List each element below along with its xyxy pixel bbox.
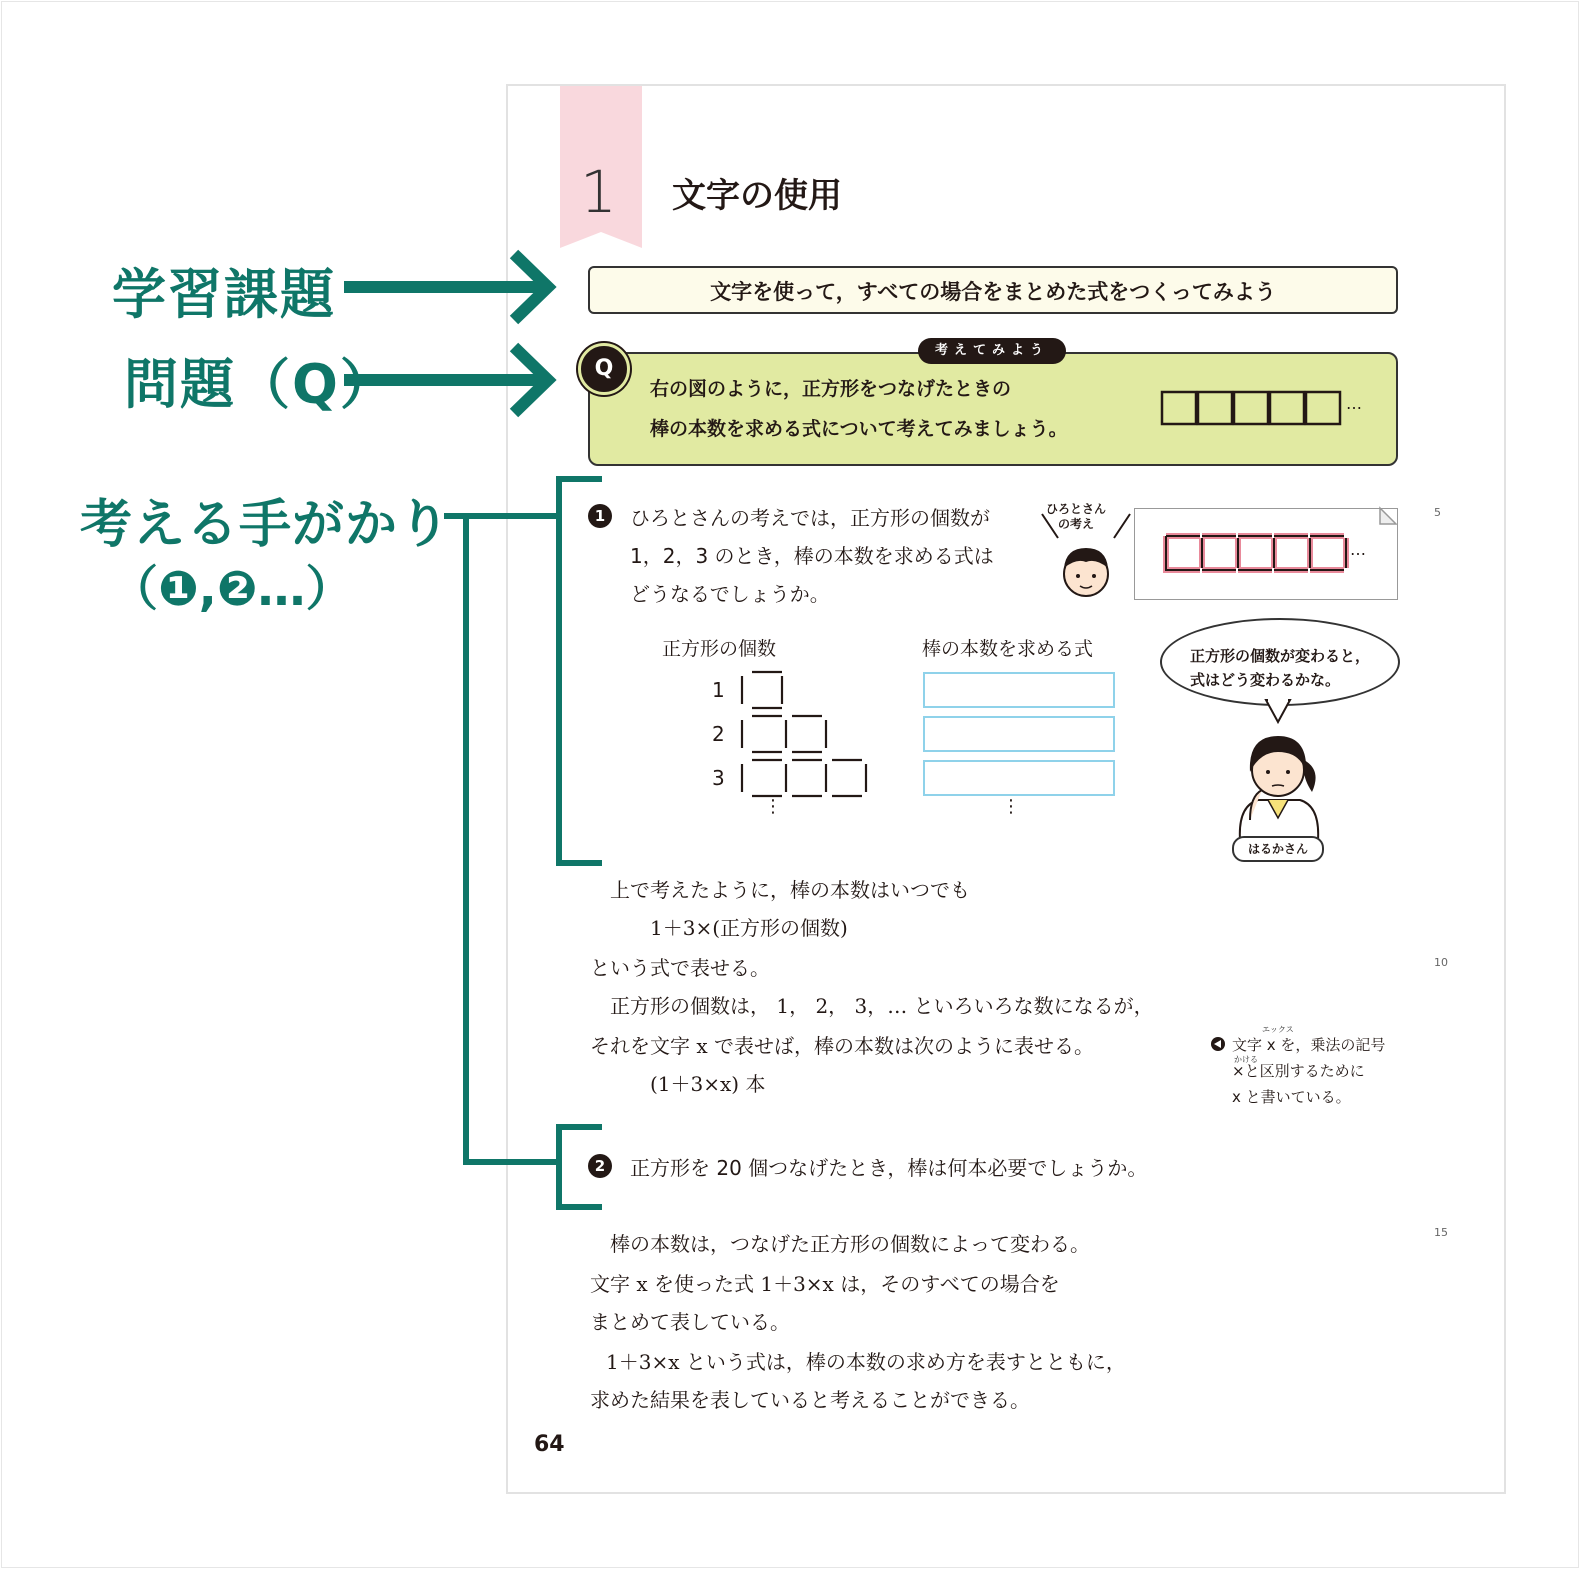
table-formula-vdots: ⋮: [1002, 796, 1020, 817]
explanation2-line-3: まとめて表している。: [590, 1310, 790, 1334]
question-figure-ellipsis: …: [1346, 394, 1362, 413]
section-number: 1: [580, 158, 617, 226]
explanation2-line-1: 棒の本数は，つなげた正方形の個数によって変わる。: [610, 1232, 1090, 1256]
side-note-line-1: 文字 x を，乗法の記号: [1232, 1036, 1386, 1054]
step1-line-2: 1，2，3 のとき，棒の本数を求める式は: [630, 544, 994, 568]
side-note-ruby-kakeru: かける: [1234, 1055, 1258, 1064]
annotation-hints-numbers: （❶,❷…）: [110, 561, 354, 617]
table-count-vdots: ⋮: [764, 796, 782, 817]
explanation2-line-4: 1＋3×x という式は，棒の本数の求め方を表すとともに，: [606, 1350, 1126, 1374]
question-line-2: 棒の本数を求める式について考えてみましょう。: [650, 418, 1068, 440]
explanation2-line-2: 文字 x を使った式 1＋3×x は，そのすべての場合を: [590, 1272, 1060, 1296]
haruka-bubble-line-1: 正方形の個数が変わると，: [1190, 647, 1371, 665]
line-number-15: 15: [1434, 1226, 1448, 1239]
question-tag: 考えてみよう: [918, 338, 1066, 364]
annotation-hints: 考える手がかり: [80, 495, 452, 555]
step1-badge: 1: [588, 504, 612, 528]
side-note-line-2: ×と区別するために: [1232, 1062, 1365, 1080]
explanation1-line-2: という式で表せる。: [590, 956, 770, 980]
line-number-5: 5: [1434, 506, 1441, 519]
table-row-3-count: 3: [712, 766, 725, 790]
table-row-1-count: 1: [712, 678, 725, 702]
explanation1-line-3: 正方形の個数は， 1， 2， 3，… といろいろな数になるが，: [610, 994, 1154, 1018]
side-note-ruby-x: エックス: [1262, 1025, 1294, 1034]
annotation-learning-task: 学習課題: [112, 263, 336, 326]
hiroto-label-line-1: ひろとさん: [1046, 502, 1107, 516]
explanation2-line-5: 求めた結果を表していると考えることができる。: [590, 1388, 1030, 1412]
annotation-question: 問題（Q）: [124, 353, 396, 416]
side-note-line-3: x と書いている。: [1232, 1088, 1351, 1106]
explanation1-formula-1: 1＋3×(正方形の個数): [650, 916, 848, 940]
section-title: 文字の使用: [672, 176, 842, 216]
explanation1-formula-2: (1＋3×x) 本: [650, 1072, 766, 1096]
step2-badge: 2: [588, 1154, 612, 1178]
step1-line-3: どうなるでしょうか。: [630, 582, 830, 606]
haruka-label: はるかさん: [1232, 836, 1324, 862]
haruka-bubble-line-2: 式はどう変わるかな。: [1190, 671, 1341, 689]
table-header-square-count: 正方形の個数: [662, 638, 777, 660]
question-line-1: 右の図のように，正方形をつなげたときの: [650, 378, 1012, 400]
step2-text: 正方形を 20 個つなげたとき，棒は何本必要でしょうか。: [630, 1156, 1148, 1180]
explanation1-line-1: 上で考えたように，棒の本数はいつでも: [610, 878, 970, 902]
line-number-10: 10: [1434, 956, 1448, 969]
table-header-formula: 棒の本数を求める式: [922, 638, 1094, 660]
page-number: 64: [534, 1432, 565, 1457]
table-row-2-count: 2: [712, 722, 725, 746]
hiroto-label-line-2: の考え: [1058, 517, 1095, 531]
question-badge: Q: [578, 343, 630, 395]
learning-task-text: 文字を使って，すべての場合をまとめた式をつくってみよう: [710, 280, 1276, 304]
hiroto-card-ellipsis: …: [1350, 540, 1366, 559]
step1-line-1: ひろとさんの考えでは，正方形の個数が: [630, 506, 990, 530]
explanation1-line-4: それを文字 x で表せば，棒の本数は次のように表せる。: [590, 1034, 1094, 1058]
